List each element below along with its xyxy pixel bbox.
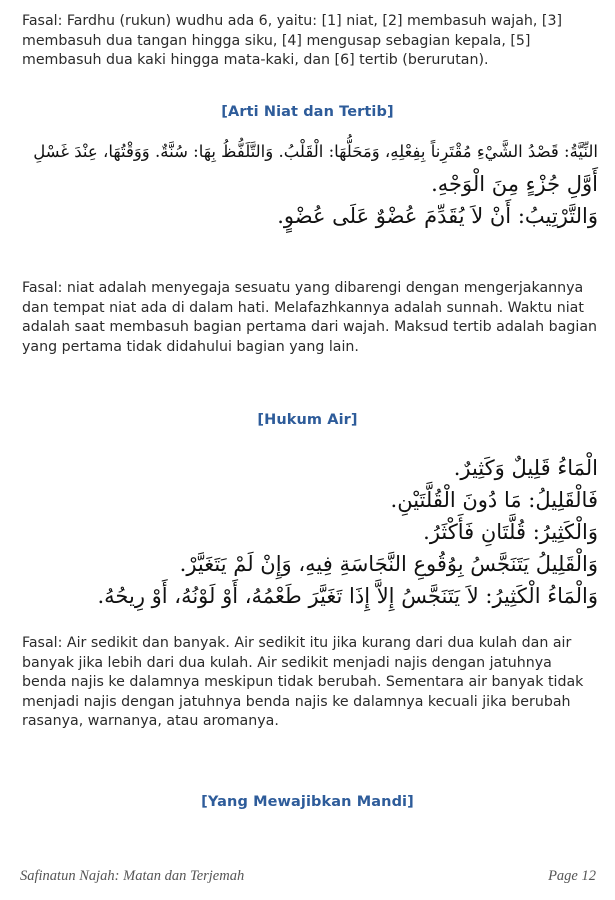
arabic-line: أَوَّلِ جُزْءٍ مِنَ الْوَجْهِ. — [431, 172, 598, 196]
footer-book-title: Safinatun Najah: Matan dan Terjemah — [20, 868, 245, 884]
arabic-line: وَالْقَلِيلُ يَتَنَجَّسُ بِوُقُوعِ النَّجَاسَةِ فِيهِ، وَإِنْ لَمْ يَتَغَيَّرْ. — [179, 552, 598, 576]
arabic-line: النِّيَّةُ: قَصْدُ الشَّيْءِ مُقْتَرِناً بِفِعْلِهِ، وَمَحَلُّهَا: الْقَلْبُ. وَالتَّلَفُّظُ بِهَا: سُنَّةٌ. وَوَقْتُهَا، عِنْدَ غَسْلِ — [33, 142, 598, 161]
arabic-line: وَالتَّرْتِيبُ: أَنْ لاَ يُقَدِّمَ عُضْوٌ عَلَى عُضْوٍ. — [277, 204, 598, 228]
footer-page-number: Page 12 — [548, 868, 596, 884]
arabic-line: وَالْمَاءُ الْكَثِيرُ: لاَ يَتَنَجَّسُ إِلاَّ إِذَا تَغَيَّرَ طَعْمُهُ، أَوْ لَوْنُهُ، أَوْ رِيحُهُ. — [97, 584, 598, 608]
paragraph-niat-tertib: Fasal: niat adalah menyegaja sesuatu yang dibarengi dengan mengerjakannya dan tempat niat ada di dalam hati. Melafazhkannya adalah sunnah. Waktu niat adalah saat membasuh bagian pertama dari wajah. Maksud tertib adalah bagian yang pertama tidak didahului bagian yang lain. — [22, 280, 598, 355]
heading-yang-mewajibkan-mandi: [Yang Mewajibkan Mandi] — [201, 794, 414, 810]
paragraph-fardhu-wudhu: Fasal: Fardhu (rukun) wudhu ada 6, yaitu: [1] niat, [2] membasuh wajah, [3] membasuh dua tangan hingga siku, [4] mengusap sebagian kepala, [5] membasuh dua kaki hingga mata-kaki, dan [6] tertib (berurutan). — [22, 13, 563, 69]
arabic-line: فَالْقَلِيلُ: مَا دُونَ الْقُلَّتَيْنِ. — [390, 488, 598, 512]
arabic-air-block — [22, 452, 598, 612]
arabic-line: الْمَاءُ قَلِيلٌ وَكَثِيرٌ. — [453, 456, 598, 480]
heading-arti-niat-tertib: [Arti Niat dan Tertib] — [221, 104, 394, 120]
arabic-niat-block — [22, 136, 598, 232]
arabic-line: وَالْكَثِيرُ: قُلَّتَانِ فَأَكْثَرُ. — [423, 520, 598, 544]
heading-hukum-air: [Hukum Air] — [257, 412, 358, 428]
paragraph-hukum-air: Fasal: Air sedikit dan banyak. Air sedikit itu jika kurang dari dua kulah dan air banyak jika lebih dari dua kulah. Air sedikit menjadi najis dengan jatuhnya benda najis ke dalamnya meskipun tidak berubah. Sementara air banyak tidak menjadi najis dengan jatuhnya benda najis ke dalamnya kecuali jika berubah rasanya, warnanya, atau aromanya. — [22, 635, 584, 730]
